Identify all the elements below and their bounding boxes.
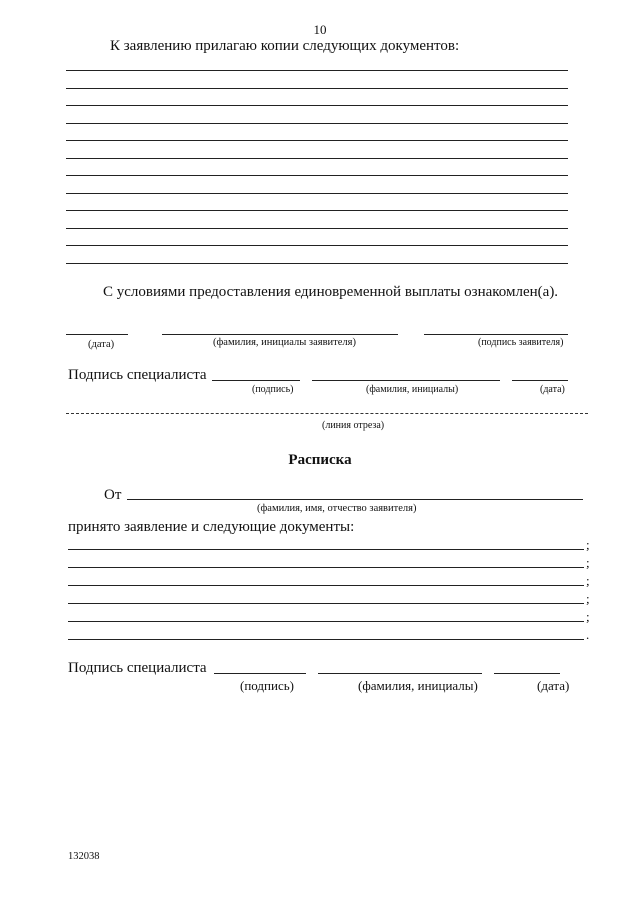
line-ending: ; [586,555,590,570]
line-ending: ; [586,537,590,552]
form-code: 132038 [68,851,100,862]
from-label: От [104,487,122,503]
blank-line[interactable] [66,158,568,159]
blank-line[interactable] [66,193,568,194]
blank-line[interactable] [68,549,584,550]
date-field[interactable] [66,334,128,335]
specialist-date-field[interactable] [512,380,568,381]
line-ending: . [586,627,590,642]
from-name-field[interactable] [127,499,583,500]
blank-line[interactable] [66,105,568,106]
blank-line[interactable] [68,621,584,622]
receipt-signature-field[interactable] [214,673,306,674]
blank-line[interactable] [66,140,568,141]
line-ending: ; [586,591,590,606]
acknowledgement-text: С условиями предоставления единовременной выплаты ознакомлен(а). [103,284,559,300]
page-number: 10 [313,22,327,37]
specialist-signature-label: Подпись специалиста [68,367,207,383]
cut-line-caption: (линия отреза) [322,420,385,431]
blank-line[interactable] [66,88,568,89]
blank-line[interactable] [66,263,568,264]
receipt-specialist-label: Подпись специалиста [68,660,207,676]
date-caption: (дата) [540,384,565,395]
line-ending: ; [586,609,590,624]
applicant-name-field[interactable] [162,334,398,335]
attachments-heading: К заявлению прилагаю копии следующих документов: [110,38,460,54]
blank-line[interactable] [66,245,568,246]
blank-line[interactable] [68,603,584,604]
applicant-signature-caption: (подпись заявителя) [478,337,564,348]
specialist-name-field[interactable] [312,380,500,381]
blank-line[interactable] [66,123,568,124]
cut-line [66,413,588,414]
receipt-date-caption: (дата) [537,678,570,693]
blank-line[interactable] [68,567,584,568]
receipt-title: Расписка [288,452,352,468]
blank-line[interactable] [66,175,568,176]
applicant-signature-field[interactable] [424,334,568,335]
blank-line[interactable] [66,70,568,71]
accepted-text: принято заявление и следующие документы: [68,519,355,535]
line-ending: ; [586,573,590,588]
blank-line[interactable] [68,585,584,586]
date-caption: (дата) [88,339,115,350]
applicant-name-caption: (фамилия, инициалы заявителя) [213,337,356,348]
blank-line[interactable] [66,228,568,229]
blank-line[interactable] [68,639,584,640]
blank-line[interactable] [66,210,568,211]
specialist-signature-field[interactable] [212,380,300,381]
from-caption: (фамилия, имя, отчество заявителя) [257,503,417,514]
receipt-name-caption: (фамилия, инициалы) [358,678,478,693]
signature-caption: (подпись) [252,384,294,395]
receipt-signature-caption: (подпись) [240,678,294,693]
receipt-name-field[interactable] [318,673,482,674]
name-caption: (фамилия, инициалы) [366,384,459,395]
receipt-date-field[interactable] [494,673,560,674]
